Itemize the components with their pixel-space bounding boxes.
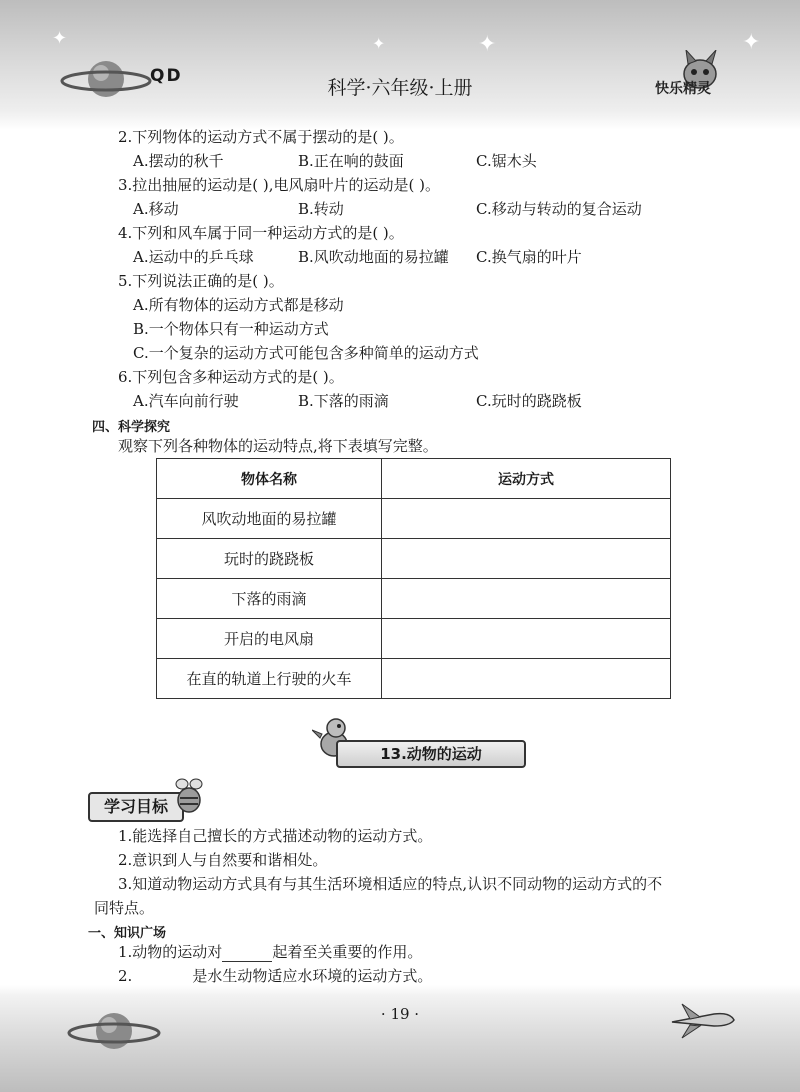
blank-prefix: 2. [118,967,133,985]
question-stem: 3.拉出抽屉的运动是( ),电风扇叶片的运动是( )。 [118,176,441,194]
question-stem: 2.下列物体的运动方式不属于摆动的是( )。 [118,128,404,146]
table-row [157,539,671,579]
option: A.所有物体的运动方式都是移动 [133,296,344,314]
answer-blank[interactable] [132,969,192,986]
bee-mascot-icon [172,776,206,816]
blank-suffix: 起着至关重要的作用。 [272,943,423,961]
planet-icon [66,1006,162,1056]
goal-item: 2.意识到人与自然要和谐相处。 [118,851,328,869]
goal-item: 同特点。 [94,899,155,917]
section-heading: 四、科学探究 [92,420,171,435]
answer-cell[interactable] [382,499,671,539]
option: C.玩时的跷跷板 [476,392,582,410]
blank-prefix: 1.动物的运动对 [118,943,223,961]
fill-blank-item [118,966,432,986]
object-name-cell: 开启的电风扇 [157,619,382,659]
brand-label: 快乐精灵 [655,81,711,97]
section-heading: 一、知识广场 [88,926,167,941]
table-row [157,619,671,659]
goal-item: 1.能选择自己擅长的方式描述动物的运动方式。 [118,827,433,845]
object-name-cell: 玩时的跷跷板 [157,539,382,579]
table-row [157,579,671,619]
answer-cell[interactable] [382,539,671,579]
option: A.摆动的秋千 [133,152,224,170]
blank-suffix: 是水生动物适应水环境的运动方式。 [192,967,433,985]
answer-cell[interactable] [382,659,671,699]
option: C.换气扇的叶片 [476,248,582,266]
page-number: · 19 · [380,1005,420,1023]
option: B.风吹动地面的易拉罐 [298,248,449,266]
motion-table [156,458,671,699]
star-icon: ✦ [742,30,761,55]
star-icon: ✦ [478,32,497,57]
option: A.汽车向前行驶 [133,392,239,410]
goal-item: 3.知道动物运动方式具有与其生活环境相适应的特点,认识不同动物的运动方式的不 [118,875,663,893]
answer-cell[interactable] [382,579,671,619]
column-header: 物体名称 [157,459,382,499]
question-stem: 4.下列和风车属于同一种运动方式的是( )。 [118,224,404,242]
column-header: 运动方式 [382,459,671,499]
object-name-cell: 下落的雨滴 [157,579,382,619]
space-shuttle-icon [668,1000,738,1040]
learning-goals-label: 学习目标 [88,792,184,822]
star-icon: ✦ [372,34,386,53]
lesson-title-banner: 13.动物的运动 [336,740,526,768]
option: A.移动 [133,200,179,218]
option: B.正在响的鼓面 [298,152,404,170]
table-row [157,499,671,539]
fill-blank-item [118,942,422,962]
option: B.下落的雨滴 [298,392,389,410]
instruction-text: 观察下列各种物体的运动特点,将下表填写完整。 [118,437,438,455]
option: B.一个物体只有一种运动方式 [133,320,329,338]
option: A.运动中的乒乓球 [133,248,254,266]
option: B.转动 [298,200,344,218]
table-header-row [157,459,671,499]
object-name-cell: 在直的轨道上行驶的火车 [157,659,382,699]
option: C.一个复杂的运动方式可能包含多种简单的运动方式 [133,344,479,362]
question-stem: 6.下列包含多种运动方式的是( )。 [118,368,344,386]
answer-cell[interactable] [382,619,671,659]
star-icon: ✦ [52,28,68,49]
question-stem: 5.下列说法正确的是( )。 [118,272,284,290]
publisher-logo: QD [150,66,183,86]
option: C.移动与转动的复合运动 [476,200,642,218]
option: C.锯木头 [476,152,537,170]
book-title: 科学·六年级·上册 [327,77,473,99]
table-row [157,659,671,699]
object-name-cell: 风吹动地面的易拉罐 [157,499,382,539]
answer-blank[interactable] [222,945,272,962]
